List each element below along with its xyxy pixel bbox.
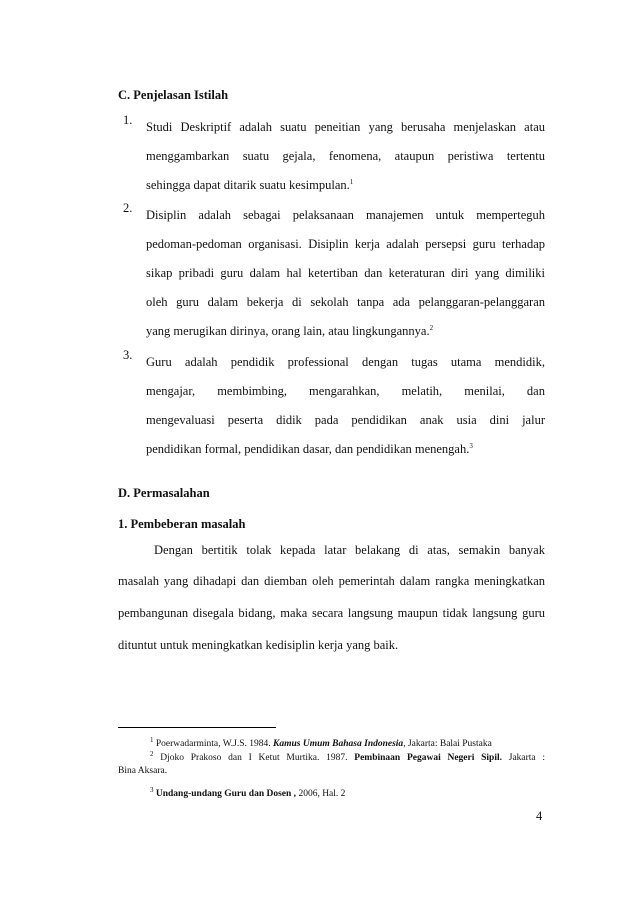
footnote-1 <box>150 737 545 751</box>
list-item-1-line-3-text: sehingga dapat ditarik suatu kesimpulan. <box>146 178 350 192</box>
list-item-3-line-3: mengevaluasi peserta didik pada pendidikan anak usia dini jalur <box>146 413 545 427</box>
section-d-subheading: 1. Pembeberan masalah <box>118 517 246 531</box>
list-item-2-line-3: sikap pribadi guru dalam hal ketertiban dan keteraturan diri yang dimiliki <box>146 266 545 280</box>
list-item-2-line-4: oleh guru dalam bekerja di sekolah tanpa ada pelanggaran-pelanggaran <box>146 295 545 309</box>
list-item-2-number: 2. <box>123 201 133 215</box>
footnote-2 <box>150 751 545 765</box>
list-item-3-line-4-text: pendidikan formal, pendidikan dasar, dan pendidikan menengah. <box>146 442 470 456</box>
list-item-1-number: 1. <box>123 113 133 127</box>
footnote-2-publisher: Jakarta : <box>508 753 546 763</box>
footnote-3 <box>150 787 345 801</box>
list-item-1-line-1: Studi Deskriptif adalah suatu peneitian yang berusaha menjelaskan atau <box>146 120 545 134</box>
list-item-2-line-5-text: yang merugikan dirinya, orang lain, atau lingkungannya. <box>146 324 430 338</box>
list-item-3-line-1: Guru adalah pendidik professional dengan tugas utama mendidik, <box>146 355 545 369</box>
list-item-3 <box>123 348 545 464</box>
footnote-ref-3: 3 <box>469 441 473 450</box>
list-item-3-number: 3. <box>123 348 133 362</box>
paragraph-line-2: masalah yang dihadapi dan diemban oleh pemerintah dalam rangka meningkatkan <box>118 574 545 588</box>
footnote-1-author: Poerwadarminta, W.J.S. 1984. <box>155 739 271 749</box>
list-item-3-line-2: mengajar, membimbing, mengarahkan, melatih, menilai, dan <box>146 384 545 398</box>
list-item-1-line-2: menggambarkan suatu gejala, fenomena, ataupun peristiwa tertentu <box>146 149 545 163</box>
list-item-1 <box>123 113 545 200</box>
list-item-2 <box>123 201 545 346</box>
list-item-2-line-2: pedoman-pedoman organisasi. Disiplin kerja adalah persepsi guru terhadap <box>146 237 545 251</box>
list-item-2-line-1: Disiplin adalah sebagai pelaksanaan manajemen untuk memperteguh <box>146 208 545 222</box>
list-item-3-line-4 <box>146 435 545 464</box>
footnote-3-mark: 3 <box>150 785 154 794</box>
footnote-ref-2: 2 <box>429 323 434 332</box>
footnote-1-publisher: , Jakarta: Balai Pustaka <box>403 739 492 749</box>
page-number: 4 <box>536 809 543 823</box>
paragraph-line-3: pembangunan disegala bidang, maka secara langsung maupun tidak langsung guru <box>118 606 545 620</box>
section-c-heading: C. Penjelasan Istilah <box>118 88 229 102</box>
list-item-2-line-5 <box>146 317 545 346</box>
footnote-2-continuation: Bina Aksara. <box>118 766 168 776</box>
section-d-heading: D. Permasalahan <box>118 486 210 500</box>
footnote-2-author: Djoko Prakoso dan I Ketut Murtika. 1987. <box>160 753 348 763</box>
footnote-2-mark: 2 <box>150 749 154 758</box>
footnote-1-mark: 1 <box>150 735 154 744</box>
footnote-3-detail: 2006, Hal. 2 <box>298 789 346 799</box>
list-item-1-line-3 <box>146 171 545 200</box>
footnote-2-title: Pembinaan Pegawai Negeri Sipil. <box>354 753 502 763</box>
section-d-paragraph <box>118 536 545 661</box>
paragraph-line-1: Dengan bertitik tolak kepada latar belakang di atas, semakin banyak <box>154 543 545 557</box>
footnote-3-title: Undang-undang Guru dan Dosen , <box>155 789 297 799</box>
footnote-ref-1: 1 <box>349 177 354 186</box>
footnote-separator <box>118 727 276 728</box>
footnote-1-title: Kamus Umum Bahasa Indonesia <box>273 739 404 749</box>
paragraph-line-4: dituntut untuk meningkatkan kedisiplin kerja yang baik. <box>118 638 399 652</box>
